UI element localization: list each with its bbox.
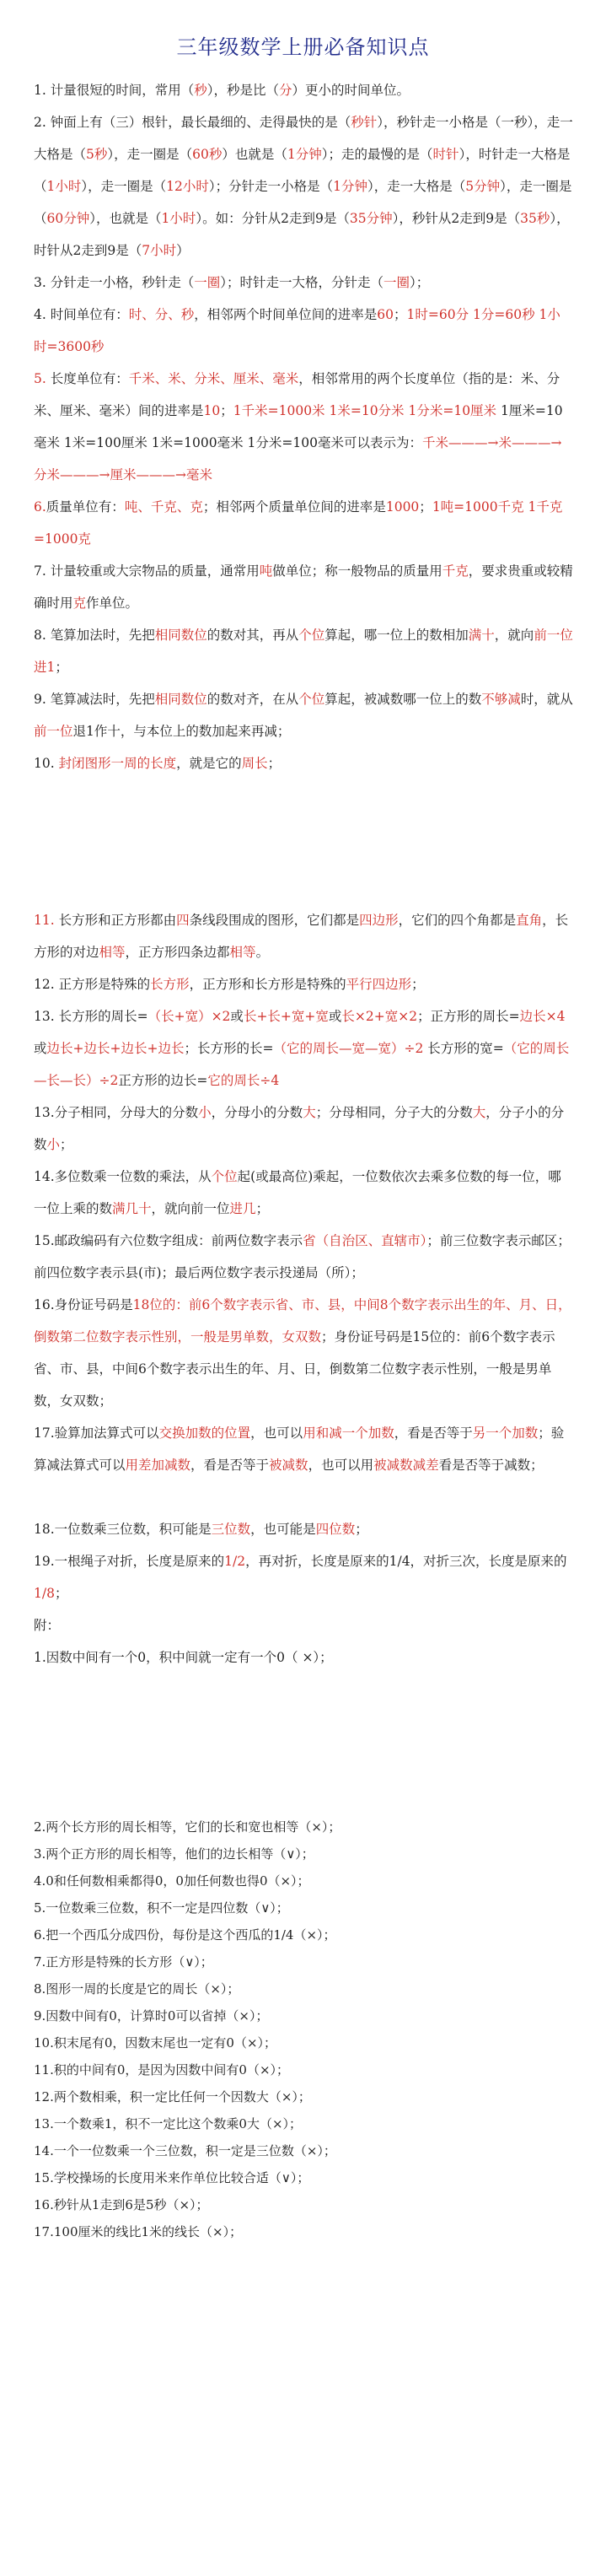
highlight-text: 长+长+宽+宽 <box>243 1009 329 1024</box>
highlight-text: 前一位进1 <box>34 628 573 675</box>
highlight-text: 平行四边形 <box>346 977 412 992</box>
item-19 <box>34 1545 573 1609</box>
highlight-text: （它的周长—长—长）÷2 <box>34 1041 570 1088</box>
body-text: ，正方形四条边都 <box>125 945 230 960</box>
body-text: ）。如：分针从2走到9是（ <box>196 211 350 226</box>
body-text: ，分母小的分数 <box>211 1105 303 1120</box>
highlight-text: 11. <box>34 913 55 928</box>
highlight-text: 边长×4 <box>519 1009 566 1024</box>
body-text: 长度单位有： <box>46 371 129 386</box>
highlight-text: 千米、米、分米、厘米、毫米 <box>128 371 299 386</box>
appendix-item: 10.积末尾有0，因数末尾也一定有0（×）； <box>34 2035 277 2051</box>
highlight-text: 1/2 <box>224 1554 246 1569</box>
highlight-text: 千米———→米———→分米———→厘米———→毫米 <box>34 435 562 482</box>
body-text: 8. 笔算加法时，先把 <box>34 628 155 643</box>
item-12 <box>34 968 573 1000</box>
body-text: ）更小的时间单位。 <box>292 83 410 98</box>
body-text: ，就是它的 <box>176 756 242 771</box>
body-text: 19.一根绳子对折，长度是原来的 <box>34 1554 225 1569</box>
highlight-text: 不够减 <box>481 692 521 707</box>
highlight-text: 进几 <box>229 1201 256 1216</box>
appendix-item: 4.0和任何数相乘都得0，0加任何数也得0（×）； <box>34 1873 310 1889</box>
body-text: ，再对折，长度是原来的1/4，对折三次，长度是原来的 <box>245 1554 567 1569</box>
appendix-item: 15.学校操场的长度用米来作单位比较合适（∨）； <box>34 2170 310 2185</box>
body-text: 10. <box>34 756 59 771</box>
highlight-text: 个位 <box>298 628 325 643</box>
highlight-text: 1/8 <box>34 1586 55 1601</box>
body-text: 2. 钟面上有（三）根针，最长最细的、走得最快的是（ <box>34 115 351 130</box>
appendix-item: 8.图形一周的长度是它的周长（×）； <box>34 1981 240 1997</box>
item-2 <box>34 106 573 267</box>
body-text: ） <box>176 243 190 258</box>
highlight-text: 个位 <box>211 1169 238 1184</box>
body-text: 长方形的宽= <box>423 1041 504 1056</box>
highlight-text: 被减数减差 <box>373 1458 439 1473</box>
body-text: ，它们的四个角都是 <box>398 913 517 928</box>
appendix-item: 13.一个数乘1，积不一定比这个数乘0大（×）； <box>34 2116 303 2131</box>
body-text: ；前三位数字表示邮区；前四位数字表示县(市)；最后两位数字表示投递局（所）； <box>34 1233 571 1280</box>
highlight-text: 1分钟 <box>333 179 368 194</box>
highlight-text: 用和减一个加数 <box>303 1425 394 1441</box>
body-text: ），秒针从2走到9是（ <box>392 211 521 226</box>
body-text: 做单位；称一般物品的质量用 <box>272 563 442 579</box>
body-text: ）；走的最慢的是（ <box>321 147 433 162</box>
body-text: 1厘米=10毫米 1米=100厘米 1米=1000毫米 1分米=100毫米可以表示为： <box>34 403 563 450</box>
highlight-text: 1时=60分 1分=60秒 1小时=3600秒 <box>34 307 560 354</box>
body-text: 时，就从 <box>520 692 573 707</box>
highlight-text: 它的周长÷4 <box>207 1073 280 1088</box>
body-text: ），走一圈是（ <box>34 179 572 226</box>
highlight-text: 相等 <box>99 945 126 960</box>
body-text: 14.多位数乘一位数的乘法，从 <box>34 1169 212 1184</box>
body-text: ，相邻两个时间单位间的进率是 <box>194 307 378 322</box>
highlight-text: 克 <box>72 595 87 611</box>
item-16 <box>34 1289 573 1417</box>
body-text: 。 <box>255 945 270 960</box>
highlight-text: （它的周长—宽—宽）÷2 <box>273 1041 424 1056</box>
body-text: 或 <box>34 1041 47 1056</box>
highlight-text: 10 <box>203 403 221 418</box>
item-7 <box>34 555 573 619</box>
body-text: ，正方形和长方形是特殊的 <box>189 977 346 992</box>
body-text: 18.一位数乘三位数，积可能是 <box>34 1522 212 1537</box>
highlight-text: 时、分、秒 <box>128 307 195 322</box>
body-text: 的数对其，再从 <box>206 628 299 643</box>
body-text: 13.分子相同，分母大的分数 <box>34 1105 199 1120</box>
body-text: 9. 笔算减法时，先把 <box>34 692 155 707</box>
body-text: ），也就是（ <box>89 211 162 226</box>
body-text: ），时针走一大格是（ <box>34 147 571 194</box>
appendix-item: 7.正方形是特殊的长方形（∨）； <box>34 1954 213 1970</box>
body-text: ； <box>267 756 282 771</box>
body-text: ，也可以用 <box>308 1458 374 1473</box>
body-text: 起(或最高位)乘起，一位数依次去乘多位数的每一位，哪一位上乘的数 <box>34 1169 561 1216</box>
body-text: ，也可以 <box>250 1425 303 1441</box>
highlight-text: 秒针 <box>351 115 378 130</box>
body-text: ）； <box>410 275 430 290</box>
body-text: 看是否等于减数； <box>438 1458 544 1473</box>
body-text: ；身份证号码是15位的：前6个数字表示省、市、县，中间6个数字表示出生的年、月、日，倒数第二位数字表示性别，一般是男单数，女双数； <box>34 1329 555 1409</box>
highlight-text: 一圈 <box>383 275 410 290</box>
appendix-item: 16.秒针从1走到6是5秒（×）； <box>34 2197 209 2212</box>
body-text: 或 <box>328 1009 342 1024</box>
highlight-text: 1000 <box>385 499 420 515</box>
highlight-text: 12小时 <box>166 179 209 194</box>
body-text: ），走一大格是（ <box>367 179 466 194</box>
highlight-text: 三位数 <box>211 1522 251 1537</box>
highlight-text: 分 <box>279 83 292 98</box>
body-text: 的数对齐，在从 <box>206 692 299 707</box>
appendix-item: 6.把一个西瓜分成四份，每份是这个西瓜的1/4（×）； <box>34 1927 336 1943</box>
body-text: ；长方形的长= <box>184 1041 274 1056</box>
body-text: ，看是否等于 <box>394 1425 473 1441</box>
body-text: 1. 计量很短的时间，常用（ <box>34 83 195 98</box>
item-10 <box>34 747 573 779</box>
highlight-text: 边长+边长+边长+边长 <box>46 1041 185 1056</box>
highlight-text: 秒 <box>194 83 207 98</box>
appendix-list <box>34 1813 573 2245</box>
body-text: ； <box>60 1137 73 1152</box>
highlight-text: 长×2+宽×2 <box>341 1009 418 1024</box>
item-14 <box>34 1161 573 1225</box>
body-text: ），时针从2走到9是（ <box>34 211 570 258</box>
page-title: 三年级数学上册必备知识点 <box>176 35 430 59</box>
appendix-heading <box>34 1609 573 1641</box>
body-text: 4. 时间单位有： <box>34 307 129 322</box>
item-3 <box>34 267 573 299</box>
appendix-item-1 <box>34 1641 573 1673</box>
body-text: 15.邮政编码有六位数字组成：前两位数字表示 <box>34 1233 303 1248</box>
appendix-item: 14.一个一位数乘一个三位数，积一定是三位数（×）； <box>34 2143 336 2158</box>
body-text: ； <box>419 499 432 515</box>
highlight-text: 大 <box>472 1105 486 1120</box>
body-text: ；验算减法算式可以 <box>34 1425 565 1473</box>
item-15 <box>34 1225 573 1289</box>
highlight-text: 1分钟 <box>287 147 322 162</box>
body-text: ，分子小的分数 <box>34 1105 565 1152</box>
body-text: ），走一圈是（ <box>81 179 167 194</box>
item-13a <box>34 1000 573 1097</box>
appendix-item: 12.两个数相乘，积一定比任何一个因数大（×）； <box>34 2089 311 2104</box>
body-text: ，长方形的对边 <box>34 913 569 960</box>
body-text: ；相邻两个质量单位间的进率是 <box>202 499 386 515</box>
highlight-text: 35秒 <box>520 211 550 226</box>
body-text: ，就向前一位 <box>151 1201 230 1216</box>
body-text: ）；时针走一大格，分针走（ <box>220 275 383 290</box>
appendix-item: 5.一位数乘三位数，积不一定是四位数（∨）； <box>34 1900 289 1916</box>
body-text: ），走一圈是（ <box>107 147 193 162</box>
body-text: 作单位。 <box>86 595 139 611</box>
highlight-text: 18位的 <box>132 1297 176 1312</box>
highlight-text: 5. <box>34 371 46 386</box>
item-6 <box>34 491 573 555</box>
item-9 <box>34 683 573 747</box>
body-text: ，就向 <box>494 628 534 643</box>
body-text: 算起，哪一位上的数相加 <box>324 628 469 643</box>
highlight-text: 60秒 <box>192 147 223 162</box>
highlight-text: 个位 <box>298 692 325 707</box>
item-1 <box>34 74 573 106</box>
item-13b <box>34 1097 573 1161</box>
body-text: 质量单位有： <box>46 499 125 515</box>
highlight-text: 四位数 <box>315 1522 356 1537</box>
body-text: ； <box>355 1522 368 1537</box>
item-11 <box>34 904 573 968</box>
highlight-text: 6. <box>34 499 46 515</box>
body-text: 附： <box>34 1618 61 1633</box>
body-text: 16.身份证号码是 <box>34 1297 133 1312</box>
body-text: ； <box>393 307 407 322</box>
highlight-text: 1小时 <box>46 179 82 194</box>
highlight-text: 吨 <box>259 563 273 579</box>
appendix-item: 9.因数中间有0，计算时0可以省掉（×）； <box>34 2008 269 2024</box>
item-8 <box>34 619 573 683</box>
appendix-item: 11.积的中间有0，是因为因数中间有0（×）； <box>34 2062 290 2078</box>
highlight-text: 满十 <box>468 628 495 643</box>
body-text: ），秒针走一小格是（一秒），走一大格是（ <box>34 115 573 162</box>
body-text: ； <box>411 977 425 992</box>
body-text: 长方形和正方形都由 <box>54 913 177 928</box>
highlight-text: 大 <box>303 1105 316 1120</box>
highlight-text: 用差加减数 <box>125 1458 191 1473</box>
body-text: ； <box>220 403 233 418</box>
highlight-text: 时针 <box>432 147 459 162</box>
highlight-text: 周长 <box>241 756 268 771</box>
body-text: 7. 计量较重或大宗物品的质量，通常用 <box>34 563 260 579</box>
body-text: ）也就是（ <box>222 147 287 162</box>
highlight-text: 5分钟 <box>465 179 501 194</box>
highlight-text: 相同数位 <box>154 628 207 643</box>
body-text: 条线段围成的图形，它们都是 <box>189 913 360 928</box>
highlight-text: 直角 <box>516 913 543 928</box>
highlight-text: （长+宽）×2 <box>147 1009 231 1024</box>
highlight-text: 1千米=1000米 1米=10分米 1分米=10厘米 <box>233 403 497 418</box>
body-text: ； <box>55 660 68 675</box>
highlight-text: 5秒 <box>86 147 108 162</box>
highlight-text: 四边形 <box>359 913 399 928</box>
highlight-text: 交换加数的位置 <box>158 1425 251 1441</box>
highlight-text: 吨、千克、克 <box>124 499 203 515</box>
highlight-text: 省（自治区、直辖市） <box>303 1233 427 1248</box>
highlight-text: 35分钟 <box>349 211 393 226</box>
body-text: ； <box>255 1201 270 1216</box>
highlight-text: 另一个加数 <box>472 1425 539 1441</box>
item-4 <box>34 299 573 363</box>
body-text: ；分母相同，分子大的分数 <box>315 1105 473 1120</box>
highlight-text: 四 <box>176 913 190 928</box>
appendix-item: 17.100厘米的线比1米的线长（×）； <box>34 2224 243 2239</box>
highlight-text: 1吨=1000千克 1千克=1000克 <box>34 499 563 547</box>
appendix-item: 3.两个正方形的周长相等，他们的边长相等（∨）； <box>34 1846 314 1862</box>
body-text: ）；分针走一小格是（ <box>208 179 334 194</box>
body-text: 算起，被减数哪一位上的数 <box>324 692 482 707</box>
highlight-text: 小 <box>46 1137 61 1152</box>
body-text: ，也可能是 <box>250 1522 316 1537</box>
highlight-text: 一圈 <box>194 275 221 290</box>
appendix-item: 2.两个长方形的周长相等，它们的长和宽也相等（×）； <box>34 1819 341 1835</box>
body-text: ），秒是比（ <box>206 83 279 98</box>
body-text: ；正方形的周长= <box>417 1009 520 1024</box>
body-text: ； <box>54 1586 68 1601</box>
body-text: 17.验算加法算式可以 <box>34 1425 159 1441</box>
highlight-text: 1小时 <box>161 211 196 226</box>
body-text: ，相邻常用的两个长度单位（指的是：米、分米、厘米、毫米）间的进率是 <box>34 371 560 418</box>
highlight-text: 60分钟 <box>46 211 90 226</box>
body-text: 3. 分针走一小格，秒针走（ <box>34 275 195 290</box>
highlight-text: 相同数位 <box>154 692 207 707</box>
highlight-text: 满几十 <box>112 1201 152 1216</box>
highlight-text: 封闭图形一周的长度 <box>58 756 177 771</box>
highlight-text: 7小时 <box>142 243 177 258</box>
highlight-text: 千克 <box>442 563 469 579</box>
highlight-text: 60 <box>377 307 394 322</box>
body-text: ，看是否等于 <box>190 1458 270 1473</box>
body-text: ，要求贵重或较精确时用 <box>34 563 573 611</box>
highlight-text: 小 <box>198 1105 212 1120</box>
body-text: 或 <box>230 1009 244 1024</box>
highlight-text: 长方形 <box>150 977 190 992</box>
highlight-text: 前一位 <box>34 724 73 739</box>
item-5 <box>34 363 573 491</box>
item-17 <box>34 1417 573 1481</box>
body-text: 13. 长方形的周长= <box>34 1009 148 1024</box>
highlight-text: 相等 <box>229 945 256 960</box>
highlight-text: 被减数 <box>269 1458 308 1473</box>
body-text: 1.因数中间有一个0，积中间就一定有一个0（ ×）； <box>34 1650 333 1665</box>
highlight-text: ：前6个数字表示省、市、县，中间8个数字表示出生的年、月、日，倒数第二位数字表示性别，一般是男单数，女双数 <box>34 1297 571 1345</box>
item-18 <box>34 1513 573 1545</box>
body-text: 12. 正方形是特殊的 <box>34 977 151 992</box>
body-text: 退1作十，与本位上的数加起来再减； <box>72 724 291 739</box>
body-text: 正方形的边长= <box>118 1073 208 1088</box>
